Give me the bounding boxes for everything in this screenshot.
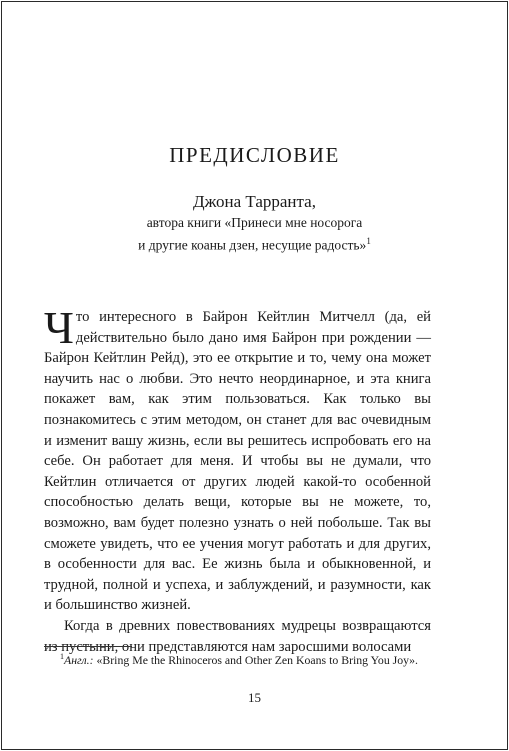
footnote [60,652,431,668]
page-number: 15 [248,690,261,705]
author-description-line-1: автора книги «Принеси мне носорога [146,215,363,230]
foreword-author-description [2,214,507,255]
drop-cap: Ч [44,302,74,353]
paragraph-1 [44,302,431,616]
book-page [1,1,508,750]
chapter-title: ПРЕДИСЛОВИЕ [169,143,340,167]
footnote-divider [44,646,132,647]
paragraph-2: Когда в древних повествованиях мудрецы возвращаются из пустыни, они представляются нам заросшими волосами [44,617,431,655]
body-text [44,302,431,657]
footnote-marker: 1 [60,652,64,661]
author-description-line-2-text: и другие коаны дзен, несущие радость» [138,237,367,253]
foreword-author-name: Джона Тарранта, [193,192,316,211]
footnote-text: «Bring Me the Rhinoceros and Other Zen Koans to Bring You Joy». [93,652,418,667]
author-description-line-2 [2,232,507,255]
paragraph-1-text: то интересного в Байрон Кейтлин Митчелл (да, ей действительно было дано имя Байрон при рождении — Байрон Кейтлин Рейд), это ее открытие и то, чему она может научить нас о любви. Это нечто неординарное, и эта книга покажет вам, как этим пользоваться. Как только вы познакомитесь с этим методом, он станет для вас очевидным и изменит вашу жизнь, если вы решитесь испробовать его на себе. Он работает для меня. И чтобы вы не думали, что Кейтлин отличается от других людей какой-то особенной способностью делать вещи, которые вы не можете, то, возможно, вам будет полезно узнать о ней побольше. Так вы сможете увидеть, что ее учения могут работать и для других, в особенности для вас. Ее жизнь была и обыкновенной, и трудной, полной и успеха, и заблуждений, и разумности, как и большинство жизней. [44,309,431,614]
footnote-reference-marker: 1 [366,236,371,246]
footnote-language-label: Англ.: [64,652,94,667]
